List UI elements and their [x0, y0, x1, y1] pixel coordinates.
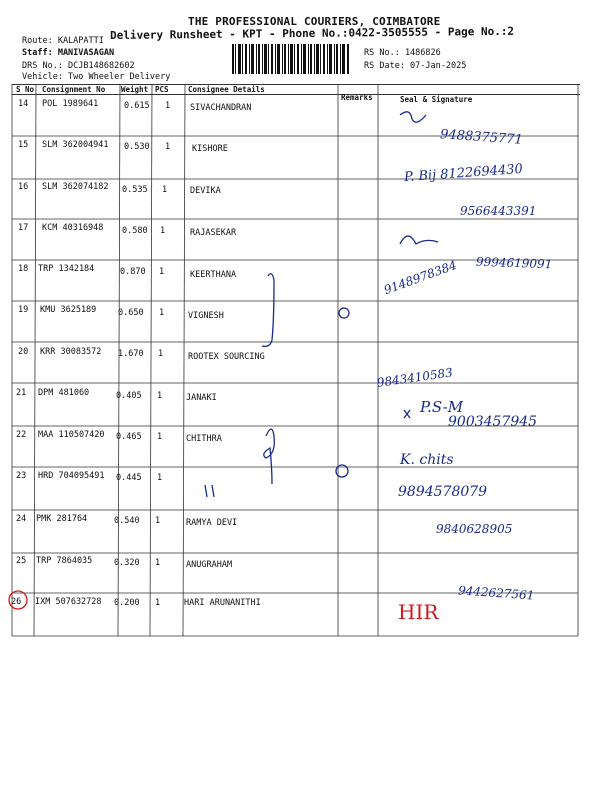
col-sno: S No — [16, 85, 35, 94]
row-pcs: 1 — [160, 226, 166, 236]
row-consignee: ANUGRAHAM — [186, 560, 233, 570]
row-consignee: VIGNESH — [188, 311, 224, 321]
company-name: THE PROFESSIONAL COURIERS, COIMBATORE — [188, 15, 441, 28]
row-weight: 0.405 — [116, 391, 142, 401]
row-consignee: ROOTEX SOURCING — [188, 352, 265, 362]
row-consignment: KRR 30083572 — [40, 347, 102, 357]
row-sno: 24 — [16, 514, 27, 524]
col-signature: Seal & Signature — [400, 95, 473, 104]
row-sno: 26 — [11, 597, 22, 607]
row-consignment: HRD 704095491 — [38, 471, 105, 481]
signature-mark — [400, 112, 426, 122]
row-pcs: 1 — [157, 473, 163, 483]
row-consignment: SLM 362004941 — [42, 140, 109, 150]
row-sno: 18 — [18, 264, 29, 274]
row-consignment: TRP 1342184 — [38, 264, 95, 274]
row-pcs: 1 — [157, 391, 163, 401]
runsheet-title: Delivery Runsheet - KPT - Phone No.:0422-3505555 - Page No.:2 — [110, 24, 515, 42]
row-consignee: HARI ARUNANITHI — [184, 598, 261, 608]
handwritten-phone: 9843410583 — [376, 365, 454, 390]
handwritten-initials: HIR — [398, 600, 439, 624]
route: Route: KALAPATTI — [22, 36, 104, 46]
handwritten-phone: 9994619091 — [475, 254, 553, 272]
row-consignee: RAJASEKAR — [190, 228, 237, 238]
rs-date: RS Date: 07-Jan-2025 — [364, 61, 467, 71]
row-consignee: KISHORE — [192, 144, 228, 154]
row-weight: 0.465 — [116, 432, 142, 442]
staff: Staff: MANIVASAGAN — [22, 48, 115, 58]
row-weight: 1.670 — [118, 349, 144, 359]
handwritten-phone: P. Bij 8122694430 — [403, 161, 524, 186]
row-pcs: 1 — [158, 349, 164, 359]
scribble-mark — [205, 485, 214, 497]
row-pcs: 1 — [162, 185, 168, 195]
row-pcs: 1 — [165, 101, 171, 111]
handwritten-phone: 9894578079 — [398, 484, 488, 500]
handwritten-phone: 9003457945 — [448, 414, 538, 430]
row-consignment: MAA 110507420 — [38, 430, 105, 440]
row-weight: 0.580 — [122, 226, 148, 236]
row-pcs: 1 — [155, 558, 161, 568]
scribble-mark — [262, 274, 274, 347]
row-sno: 25 — [16, 556, 27, 566]
row-consignment: KMU 3625189 — [40, 305, 97, 315]
row-sno: 22 — [16, 430, 27, 440]
row-pcs: 1 — [155, 516, 161, 526]
row-consignee: DEVIKA — [190, 186, 221, 196]
row-pcs: 1 — [159, 308, 165, 318]
row-consignee: SIVACHANDRAN — [190, 103, 252, 113]
row-sno: 19 — [18, 305, 29, 315]
row-sno: 20 — [18, 347, 29, 357]
circled-mark — [339, 308, 349, 318]
scribble-mark — [264, 429, 275, 484]
row-consignee: JANAKI — [186, 393, 217, 403]
vehicle: Vehicle: Two Wheeler Delivery — [22, 72, 171, 82]
row-weight: 0.445 — [116, 473, 142, 483]
handwritten-phone: 9840628905 — [436, 522, 513, 536]
row-sno: 17 — [18, 223, 29, 233]
row-consignee: KEERTHANA — [190, 270, 237, 280]
row-weight: 0.540 — [114, 516, 140, 526]
row-weight: 0.535 — [122, 185, 148, 195]
signature-mark — [400, 236, 438, 244]
row-weight: 0.615 — [124, 101, 150, 111]
row-sno: 21 — [16, 388, 27, 398]
row-sno: 23 — [16, 471, 27, 481]
row-weight: 0.650 — [118, 308, 144, 318]
row-consignment: POL 1989641 — [42, 99, 99, 109]
row-weight: 0.530 — [124, 142, 150, 152]
row-pcs: 1 — [155, 598, 161, 608]
row-weight: 0.200 — [114, 598, 140, 608]
row-pcs: 1 — [159, 267, 165, 277]
row-consignment: TRP 7864035 — [36, 556, 93, 566]
row-consignee: CHITHRA — [186, 434, 222, 444]
row-consignment: DPM 481060 — [38, 388, 90, 398]
col-pcs: PCS — [155, 85, 169, 94]
row-consignment: IXM 507632728 — [35, 597, 102, 607]
col-consignee: Consignee Details — [188, 85, 265, 94]
row-weight: 0.320 — [114, 558, 140, 568]
row-weight: 0.870 — [120, 267, 146, 277]
row-pcs: 1 — [165, 142, 171, 152]
handwritten-phone: 9442627561 — [457, 583, 535, 603]
row-consignment: KCM 40316948 — [42, 223, 104, 233]
row-sno: 15 — [18, 140, 29, 150]
signature-mark — [404, 410, 410, 418]
col-consignment: Consignment No — [42, 85, 106, 94]
row-consignment: SLM 362074182 — [42, 182, 109, 192]
drs-number: DRS No.: DCJB148682602 — [22, 61, 135, 71]
col-remarks: Remarks — [341, 93, 373, 102]
row-sno: 16 — [18, 182, 29, 192]
handwritten-phone: 9148978384 — [382, 257, 459, 298]
row-pcs: 1 — [157, 432, 163, 442]
rs-number: RS No.: 1486826 — [364, 48, 441, 58]
row-consignment: PMK 281764 — [36, 514, 88, 524]
row-sno: 14 — [18, 99, 29, 109]
handwritten-name: K. chits — [400, 452, 454, 468]
handwritten-initials: P.S-M — [420, 398, 464, 416]
row-consignee: RAMYA DEVI — [186, 518, 238, 528]
handwritten-phone: 9488375771 — [439, 127, 524, 148]
col-weight: Weight — [121, 85, 149, 94]
handwritten-phone: 9566443391 — [460, 204, 537, 218]
